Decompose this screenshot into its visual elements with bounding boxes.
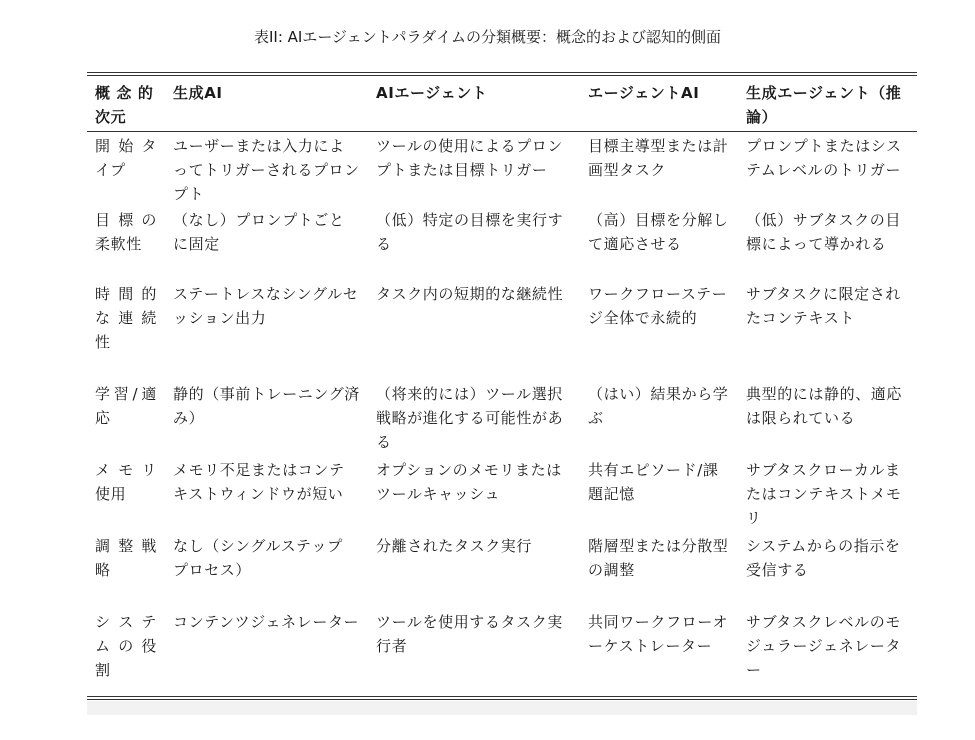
header-agentic-ai: エージェントAI: [588, 84, 700, 102]
row-label: 時 間 的 な 連 続 性: [95, 285, 157, 351]
table-row: [87, 532, 917, 608]
table-cell: タスク内の短期的な継続性: [376, 285, 564, 303]
table-row: [87, 456, 917, 532]
table-cell: システムからの指示を受信する: [746, 537, 901, 579]
table-cell: （高）目標を分解して適応させる: [588, 211, 729, 253]
table-cell: メモリ不足またはコンテキストウィンドウが短い: [173, 461, 345, 503]
table-cell: ユーザーまたは入力によってトリガーされるプロンプト: [173, 137, 360, 203]
table-row: [87, 280, 917, 380]
table-cell: サブタスクに限定されたコンテキスト: [746, 285, 901, 327]
table-row: [87, 132, 917, 207]
table-cell: オプションのメモリまたはツールキャッシュ: [376, 461, 562, 503]
table-caption: 表II: AIエージェントパラダイムの分類概要：概念的および認知的側面: [253, 28, 721, 46]
table-cell: 共有エピソード/課題記憶: [588, 461, 719, 503]
table-cell: （低）特定の目標を実行する: [376, 211, 564, 253]
row-label: 調 整 戦 略: [95, 537, 157, 579]
table-cell: ツールの使用によるプロンプトまたは目標トリガー: [376, 137, 563, 179]
table-cell: 階層型または分散型の調整: [588, 537, 729, 579]
table-cell: ステートレスなシングルセッション出力: [173, 285, 359, 327]
header-row: [87, 76, 917, 132]
table-cell: （将来的には）ツール選択戦略が進化する可能性がある: [376, 385, 564, 451]
table-cell: 共同ワークフローオーケストレーター: [588, 613, 729, 655]
table-cell: ツールを使用するタスク実行者: [376, 613, 563, 655]
table-cell: 典型的には静的、適応は限られている: [746, 385, 903, 427]
table-cell: （なし）プロンプトごとに固定: [173, 211, 345, 253]
table-cell: なし（シングルステップ プロセス）: [173, 537, 343, 579]
table-cell: ワークフローステージ全体で永続的: [588, 285, 728, 327]
header-ai-agent: AIエージェント: [376, 84, 488, 102]
table-cell: （低）サブタスクの目標によって導かれる: [746, 211, 901, 253]
table-cell: サブタスクレベルのモジュラージェネレーター: [746, 613, 902, 679]
table-cell: 静的（事前トレーニング済み）: [173, 385, 360, 427]
table-cell: プロンプトまたはシステムレベルのトリガー: [746, 137, 902, 179]
header-generative-ai: 生成AI: [173, 84, 223, 102]
table-row: [87, 206, 917, 280]
table-cell: 分離されたタスク実行: [376, 537, 533, 555]
bottom-double-rule: [87, 696, 917, 700]
table-cell: サブタスクローカルまたはコンテキストメモリ: [746, 461, 902, 527]
table-cell: （はい）結果から学ぶ: [588, 385, 729, 427]
table-cell: コンテンツジェネレーター: [173, 613, 360, 631]
row-label: メ モ リ 使用: [95, 461, 157, 503]
table-row: [87, 608, 917, 696]
row-label: 学習/適応: [95, 385, 157, 427]
header-dimension: 概 念 的 次元: [95, 84, 154, 126]
header-generative-agent: 生成エージェント（推論）: [746, 84, 902, 126]
taxonomy-table: [87, 76, 917, 696]
page-bottom-strip: [87, 701, 917, 715]
taxonomy-table-container: [87, 72, 917, 715]
row-label: 開 始 タ イプ: [95, 137, 157, 179]
table-cell: 目標主導型または計画型タスク: [588, 137, 729, 179]
row-label: シ ス テ ム の 役 割: [95, 613, 157, 679]
table-row: [87, 380, 917, 456]
row-label: 目 標 の 柔軟性: [95, 211, 157, 253]
